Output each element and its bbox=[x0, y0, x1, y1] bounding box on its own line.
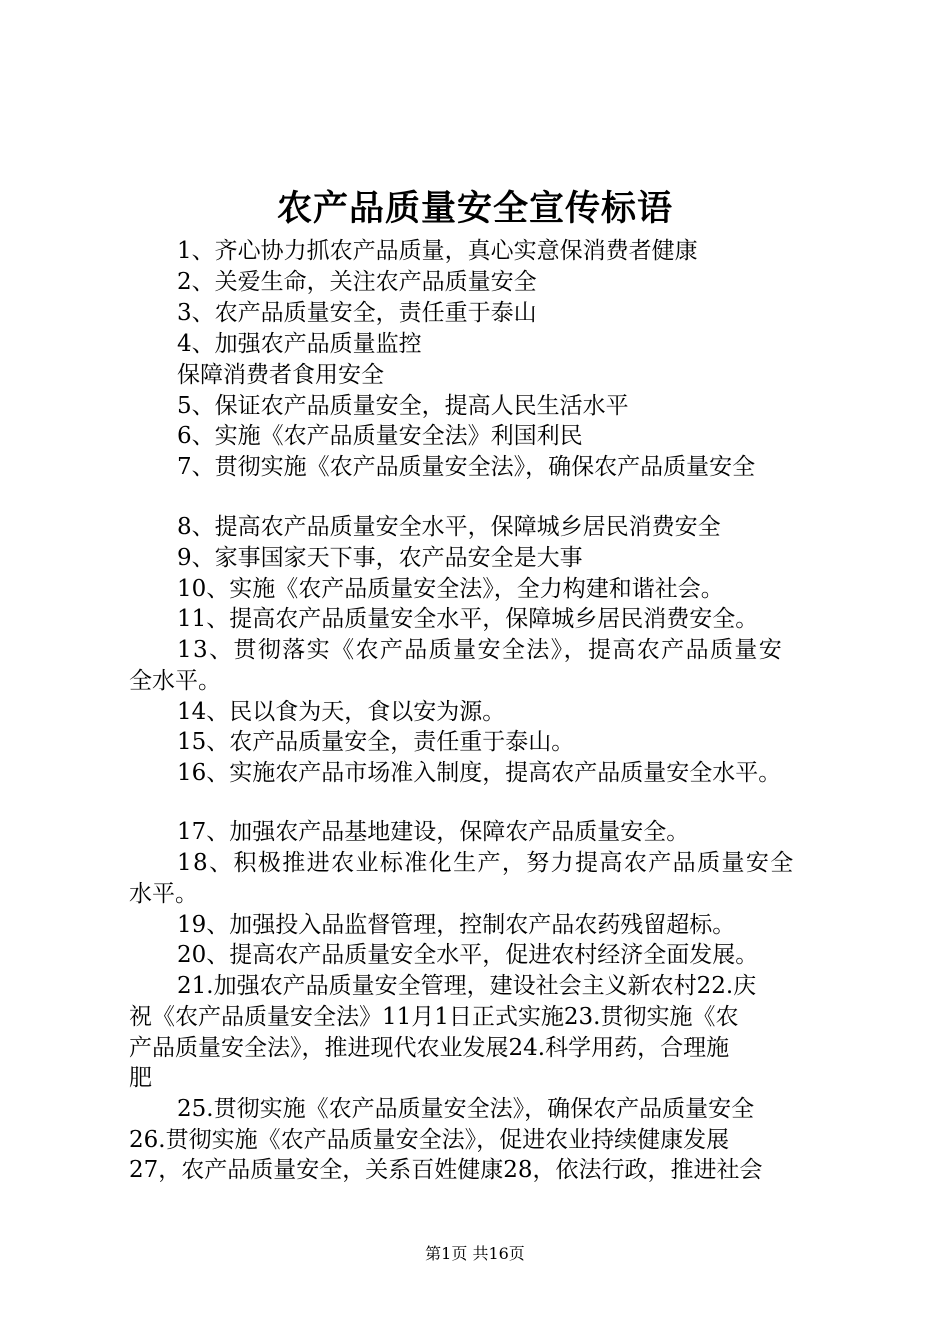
slogan-line: 产品质量安全法》，推进现代农业发展24.科学用药，合理施 bbox=[129, 1035, 730, 1061]
slogan-line: 14、民以食为天，食以安为源。 bbox=[177, 699, 506, 725]
slogan-line: 20、提高农产品质量安全水平，促进农村经济全面发展。 bbox=[177, 942, 759, 968]
slogan-line: 7、贯彻实施《农产品质量安全法》，确保农产品质量安全 bbox=[177, 454, 756, 480]
slogan-line: 10、实施《农产品质量安全法》，全力构建和谐社会。 bbox=[177, 576, 724, 602]
slogan-line: 21.加强农产品质量安全管理，建设社会主义新农村22.庆 bbox=[177, 973, 757, 999]
slogan-line: 8、提高农产品质量安全水平，保障城乡居民消费安全 bbox=[177, 514, 721, 540]
slogan-line: 16、实施农产品市场准入制度，提高农产品质量安全水平。 bbox=[177, 760, 782, 786]
slogan-line: 6、实施《农产品质量安全法》利国利民 bbox=[177, 423, 583, 449]
page-footer: 第1页 共16页 bbox=[425, 1244, 525, 1263]
slogan-line: 25.贯彻实施《农产品质量安全法》，确保农产品质量安全 bbox=[177, 1096, 755, 1122]
slogan-line: 1、齐心协力抓农产品质量，真心实意保消费者健康 bbox=[177, 238, 698, 264]
slogan-line: 全水平。 bbox=[129, 668, 221, 694]
slogan-line: 祝《农产品质量安全法》11月1日正式实施23.贯彻实施《农 bbox=[129, 1004, 739, 1030]
slogan-line: 13、贯彻落实《农产品质量安全法》，提高农产品质量安 bbox=[177, 637, 784, 663]
slogan-line: 5、保证农产品质量安全，提高人民生活水平 bbox=[177, 393, 629, 419]
document-title: 农产品质量安全宣传标语 bbox=[276, 188, 673, 229]
slogan-line: 15、农产品质量安全，责任重于泰山。 bbox=[177, 729, 575, 755]
slogan-line: 11、提高农产品质量安全水平，保障城乡居民消费安全。 bbox=[177, 606, 759, 632]
slogan-line: 9、家事国家天下事，农产品安全是大事 bbox=[177, 545, 583, 571]
slogan-line: 18、积极推进农业标准化生产，努力提高农产品质量安全 bbox=[177, 850, 795, 876]
slogan-line: 肥 bbox=[129, 1065, 152, 1091]
slogan-line: 26.贯彻实施《农产品质量安全法》，促进农业持续健康发展 bbox=[129, 1127, 730, 1153]
slogan-line: 水平。 bbox=[129, 881, 198, 907]
slogan-line: 19、加强投入品监督管理，控制农产品农药残留超标。 bbox=[177, 912, 736, 938]
slogan-line: 保障消费者食用安全 bbox=[177, 362, 384, 388]
slogan-line: 2、关爱生命，关注农产品质量安全 bbox=[177, 269, 537, 295]
slogan-line: 27，农产品质量安全，关系百姓健康28，依法行政，推进社会 bbox=[129, 1157, 763, 1183]
slogan-line: 4、加强农产品质量监控 bbox=[177, 331, 422, 357]
slogan-line: 17、加强农产品基地建设，保障农产品质量安全。 bbox=[177, 819, 690, 845]
slogan-line: 3、农产品质量安全，责任重于泰山 bbox=[177, 300, 537, 326]
